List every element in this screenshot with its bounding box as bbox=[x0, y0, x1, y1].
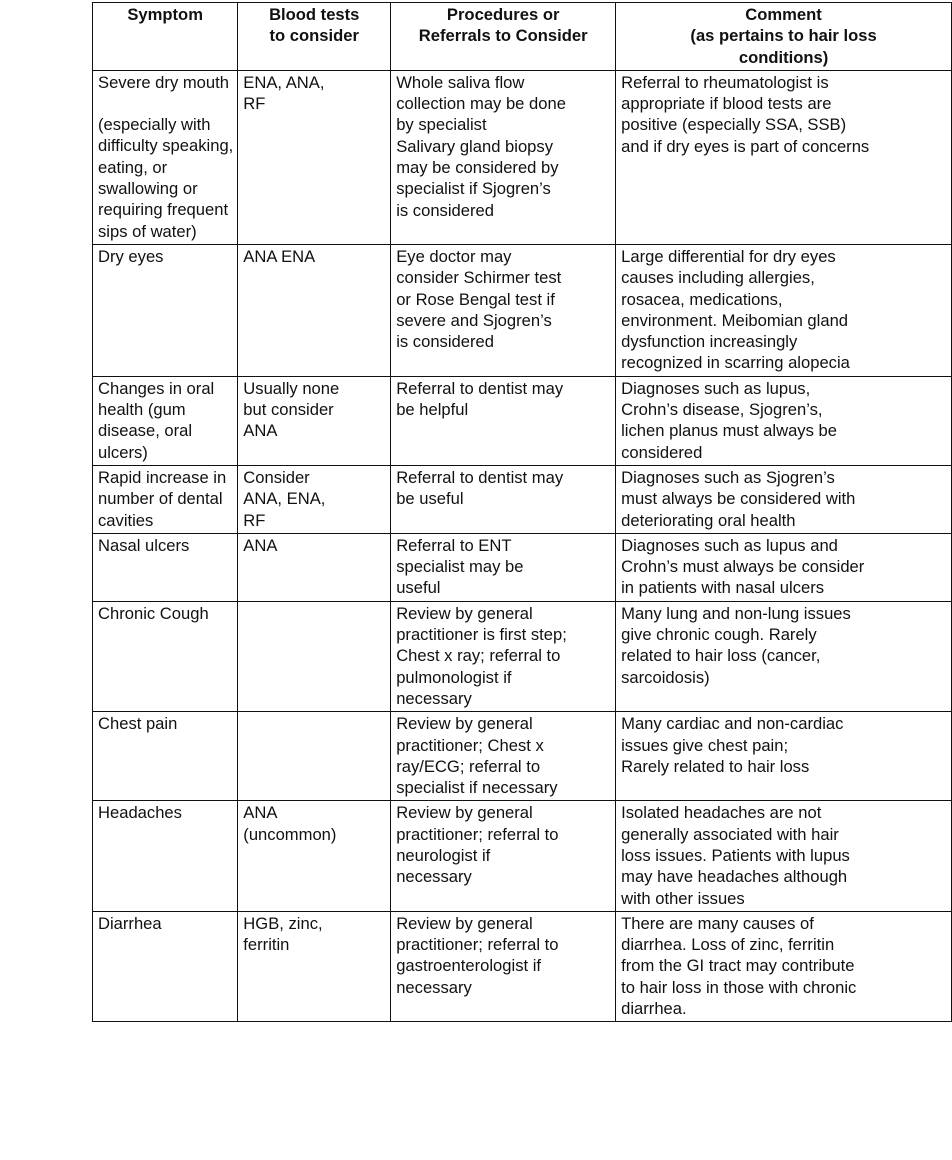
cell-text-line: HGB, zinc, bbox=[243, 913, 323, 933]
cell-text-line: ANA bbox=[243, 803, 278, 823]
cell-text-line: related to hair loss (cancer, bbox=[621, 646, 821, 666]
comment-cell bbox=[616, 376, 952, 465]
comment-cell bbox=[616, 533, 952, 601]
symptom-cell bbox=[93, 376, 238, 465]
table-row bbox=[93, 533, 952, 601]
procedures-cell bbox=[391, 601, 616, 711]
cell-text-line: swallowing or bbox=[98, 179, 198, 199]
cell-text-line: Headaches bbox=[98, 803, 182, 823]
comment-cell bbox=[616, 712, 952, 801]
cell-text-line: pulmonologist if bbox=[396, 667, 512, 687]
cell-text-line: is considered bbox=[396, 332, 494, 352]
cell-text-line: Review by general bbox=[396, 714, 533, 734]
cell-text-line: Referral to dentist may bbox=[396, 467, 564, 487]
comment-cell bbox=[616, 601, 952, 711]
cell-text-line: gastroenterologist if bbox=[396, 956, 542, 976]
table-row bbox=[93, 801, 952, 911]
cell-text-line: environment. Meibomian gland bbox=[621, 310, 849, 330]
cell-text-line: practitioner; referral to bbox=[396, 824, 559, 844]
blood-tests-cell bbox=[238, 465, 391, 533]
cell-text-line: useful bbox=[396, 578, 441, 598]
comment-cell bbox=[616, 70, 952, 244]
cell-text-line: Dry eyes bbox=[98, 246, 164, 266]
header-symptom bbox=[93, 3, 238, 71]
cell-text-line: by specialist bbox=[396, 115, 487, 135]
cell-text-line: practitioner; Chest x bbox=[396, 735, 544, 755]
cell-text-line: diarrhea. Loss of zinc, ferritin bbox=[621, 935, 835, 955]
cell-text-line: Rarely related to hair loss bbox=[621, 756, 810, 776]
table-row bbox=[93, 70, 952, 244]
blood-tests-cell bbox=[238, 244, 391, 376]
procedures-cell bbox=[391, 911, 616, 1021]
table-row bbox=[93, 376, 952, 465]
cell-text-line: ray/ECG; referral to bbox=[396, 756, 541, 776]
cell-text-line: RF bbox=[243, 94, 266, 114]
cell-text-line: Rapid increase in bbox=[98, 467, 227, 487]
comment-cell bbox=[616, 911, 952, 1021]
cell-text-line: Crohn’s disease, Sjogren’s, bbox=[621, 400, 823, 420]
blood-tests-cell bbox=[238, 911, 391, 1021]
cell-text-line: Review by general bbox=[396, 603, 533, 623]
cell-text-line: generally associated with hair bbox=[621, 824, 839, 844]
cell-text-line: specialist if Sjogren’s bbox=[396, 179, 551, 199]
header-text-line: Procedures or bbox=[446, 5, 560, 24]
cell-text-line: Isolated headaches are not bbox=[621, 803, 822, 823]
header-text-line: Symptom bbox=[127, 5, 203, 24]
cell-text-line: is considered bbox=[396, 200, 494, 220]
procedures-cell bbox=[391, 801, 616, 911]
symptom-cell bbox=[93, 244, 238, 376]
header-text-line: Referrals to Consider bbox=[418, 26, 588, 46]
cell-text-line: ulcers) bbox=[98, 442, 148, 462]
cell-text-line: dysfunction increasingly bbox=[621, 332, 798, 352]
cell-text-line: may have headaches although bbox=[621, 867, 848, 887]
cell-text-line: loss issues. Patients with lupus bbox=[621, 845, 850, 865]
procedures-cell bbox=[391, 533, 616, 601]
table-header-row bbox=[93, 3, 952, 71]
cell-text-line: Diagnoses such as Sjogren’s bbox=[621, 467, 835, 487]
cell-text-line: Large differential for dry eyes bbox=[621, 246, 836, 266]
cell-text-line: collection may be done bbox=[396, 94, 566, 114]
cell-text-line: Review by general bbox=[396, 913, 533, 933]
cell-text-line: give chronic cough. Rarely bbox=[621, 625, 817, 645]
cell-text-line: Diarrhea bbox=[98, 913, 162, 933]
table-row bbox=[93, 712, 952, 801]
cell-text-line: disease, oral bbox=[98, 421, 193, 441]
header-text-line: to consider bbox=[269, 26, 359, 46]
cell-text-line: practitioner is first step; bbox=[396, 625, 567, 645]
cell-text-line: lichen planus must always be bbox=[621, 421, 837, 441]
header-text-line: Blood tests bbox=[269, 5, 360, 24]
table-row bbox=[93, 911, 952, 1021]
cell-text-line: Crohn’s must always be consider bbox=[621, 557, 865, 577]
cell-text-line: with other issues bbox=[621, 888, 745, 908]
table-row bbox=[93, 601, 952, 711]
header-procedures bbox=[391, 3, 616, 71]
cell-text-line: ANA bbox=[243, 421, 278, 441]
cell-text-line: diarrhea. bbox=[621, 999, 687, 1019]
cell-text-line: causes including allergies, bbox=[621, 268, 815, 288]
cell-text-line: Salivary gland biopsy bbox=[396, 136, 554, 156]
cell-text-line: ANA bbox=[243, 535, 278, 555]
header-text-line: conditions) bbox=[738, 47, 829, 67]
cell-text-line: requiring frequent bbox=[98, 200, 229, 220]
cell-text-line: Referral to ENT bbox=[396, 535, 512, 555]
cell-text-line: in patients with nasal ulcers bbox=[621, 578, 825, 598]
symptom-cell bbox=[93, 601, 238, 711]
cell-text-line: but consider bbox=[243, 400, 334, 420]
cell-text-line: be useful bbox=[396, 489, 464, 509]
cell-text-line: There are many causes of bbox=[621, 913, 814, 933]
cell-text-line: Consider bbox=[243, 467, 310, 487]
cell-text-line: difficulty speaking, bbox=[98, 136, 234, 156]
blood-tests-cell bbox=[238, 376, 391, 465]
cell-text-line: may be considered by bbox=[396, 158, 559, 178]
comment-cell bbox=[616, 801, 952, 911]
symptom-cell bbox=[93, 911, 238, 1021]
procedures-cell bbox=[391, 70, 616, 244]
cell-text-line: sips of water) bbox=[98, 221, 197, 241]
cell-text-line: Chronic Cough bbox=[98, 603, 209, 623]
cell-text-line: from the GI tract may contribute bbox=[621, 956, 855, 976]
table-body bbox=[93, 70, 952, 1021]
cell-text-line: necessary bbox=[396, 867, 472, 887]
cell-text-line: health (gum bbox=[98, 400, 186, 420]
cell-text-line: Nasal ulcers bbox=[98, 535, 190, 555]
cell-text-line: and if dry eyes is part of concerns bbox=[621, 136, 870, 156]
cell-text-line: practitioner; referral to bbox=[396, 935, 559, 955]
cell-text-line: ANA, ENA, bbox=[243, 489, 326, 509]
cell-text-line: appropriate if blood tests are bbox=[621, 94, 832, 114]
cell-text-line: number of dental bbox=[98, 489, 223, 509]
cell-text-line: rosacea, medications, bbox=[621, 289, 783, 309]
blood-tests-cell bbox=[238, 601, 391, 711]
cell-text-line: Many lung and non-lung issues bbox=[621, 603, 851, 623]
cell-text-line: Diagnoses such as lupus and bbox=[621, 535, 838, 555]
cell-text-line: must always be considered with bbox=[621, 489, 856, 509]
cell-text-line: be helpful bbox=[396, 400, 469, 420]
blood-tests-cell bbox=[238, 712, 391, 801]
cell-text-line: RF bbox=[243, 510, 266, 530]
cell-text-line: necessary bbox=[396, 977, 472, 997]
symptom-cell bbox=[93, 465, 238, 533]
cell-text-line: Diagnoses such as lupus, bbox=[621, 378, 811, 398]
cell-text-line: severe and Sjogren’s bbox=[396, 310, 552, 330]
symptom-referral-table bbox=[92, 2, 952, 1022]
blood-tests-cell bbox=[238, 533, 391, 601]
cell-text-line: Usually none bbox=[243, 378, 340, 398]
symptom-cell bbox=[93, 801, 238, 911]
cell-text-line: to hair loss in those with chronic bbox=[621, 977, 857, 997]
cell-text-line: (uncommon) bbox=[243, 824, 337, 844]
cell-text-line: or Rose Bengal test if bbox=[396, 289, 555, 309]
cell-text-line: Whole saliva flow bbox=[396, 72, 525, 92]
cell-text-line: Eye doctor may bbox=[396, 246, 512, 266]
symptom-cell bbox=[93, 70, 238, 244]
header-comment bbox=[616, 3, 952, 71]
procedures-cell bbox=[391, 712, 616, 801]
cell-text-line: neurologist if bbox=[396, 845, 491, 865]
table-row bbox=[93, 244, 952, 376]
cell-text-line: eating, or bbox=[98, 157, 168, 177]
cell-text-line: deteriorating oral health bbox=[621, 510, 796, 530]
blood-tests-cell bbox=[238, 70, 391, 244]
symptom-cell bbox=[93, 712, 238, 801]
blank-line bbox=[98, 93, 233, 114]
comment-cell bbox=[616, 244, 952, 376]
cell-text-line: consider Schirmer test bbox=[396, 268, 562, 288]
cell-text-line: sarcoidosis) bbox=[621, 667, 710, 687]
cell-text-line: ferritin bbox=[243, 935, 290, 955]
cell-text-line: Changes in oral bbox=[98, 378, 215, 398]
cell-text-line: Review by general bbox=[396, 803, 533, 823]
header-text-line: Comment bbox=[745, 5, 822, 24]
procedures-cell bbox=[391, 244, 616, 376]
cell-text-line: cavities bbox=[98, 510, 154, 530]
cell-text-line: positive (especially SSA, SSB) bbox=[621, 115, 847, 135]
cell-text-line: necessary bbox=[396, 688, 472, 708]
cell-text-line: ENA, ANA, bbox=[243, 72, 325, 92]
procedures-cell bbox=[391, 465, 616, 533]
blood-tests-cell bbox=[238, 801, 391, 911]
cell-text-line: Severe dry mouth bbox=[98, 72, 229, 92]
procedures-cell bbox=[391, 376, 616, 465]
cell-text-line: Referral to rheumatologist is bbox=[621, 72, 829, 92]
cell-text-line: specialist if necessary bbox=[396, 778, 558, 798]
cell-text-line: issues give chest pain; bbox=[621, 735, 789, 755]
cell-text-line: Chest x ray; referral to bbox=[396, 646, 561, 666]
cell-text-line: recognized in scarring alopecia bbox=[621, 353, 850, 373]
header-text-line: (as pertains to hair loss bbox=[690, 26, 877, 46]
comment-cell bbox=[616, 465, 952, 533]
cell-text-line: Referral to dentist may bbox=[396, 378, 564, 398]
symptom-cell bbox=[93, 533, 238, 601]
cell-text-line: specialist may be bbox=[396, 557, 524, 577]
cell-text-line: ANA ENA bbox=[243, 246, 316, 266]
cell-text-line: Chest pain bbox=[98, 714, 178, 734]
cell-text-line: (especially with bbox=[98, 115, 211, 135]
table-row bbox=[93, 465, 952, 533]
header-blood-tests bbox=[238, 3, 391, 71]
cell-text-line: Many cardiac and non-cardiac bbox=[621, 714, 844, 734]
cell-text-line: considered bbox=[621, 442, 703, 462]
